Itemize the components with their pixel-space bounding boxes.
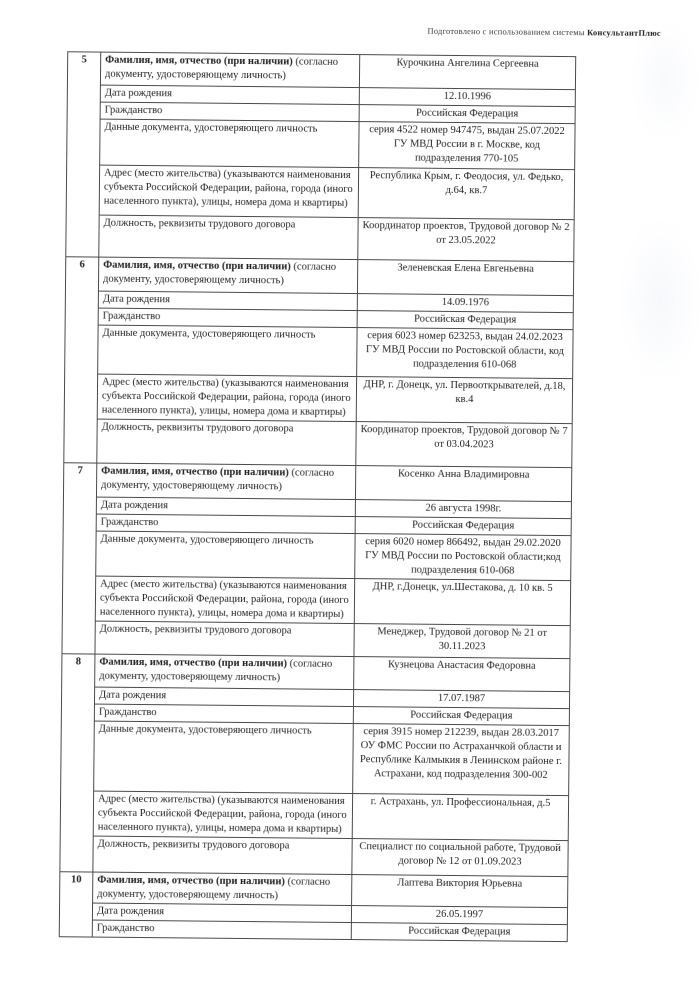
- field-label-citizenship: Гражданство: [98, 308, 357, 327]
- table-row: [59, 920, 567, 942]
- watermark-text: Подготовлено с использованием системы: [427, 25, 588, 38]
- table-row: [66, 215, 574, 262]
- field-label-fio-bold: Фамилия, имя, отчество (при наличии): [97, 874, 286, 888]
- table-row: [67, 52, 575, 90]
- field-label-address: Адрес (место жительства) (указываются наименования субъекта Российской Федерации, района, города (иного населенного пункта), улицы, номера дома и квартиры): [95, 576, 354, 623]
- field-value-dob: 17.07.1987: [353, 690, 569, 709]
- field-value-address: г. Астрахань, ул. Профессиональная, д.5: [352, 794, 568, 841]
- field-label-citizenship: Гражданство: [100, 102, 359, 121]
- field-label-doc: Данные документа, удостоверяющего личность: [98, 325, 357, 376]
- field-value-name: Лаптева Виктория Юрьевна: [352, 875, 568, 908]
- field-label-fio: [96, 463, 355, 499]
- field-label-position: Должность, реквизиты трудового договора: [97, 419, 356, 465]
- field-label-address: Адрес (место жительства) (указываются наименования субъекта Российской Федерации, района, города (иного населенного пункта), улицы, номера дома и квартиры): [97, 374, 356, 421]
- field-value-name: Курочкина Ангелина Сергеевна: [359, 55, 575, 90]
- table-row: [64, 374, 572, 424]
- table-row: [61, 721, 570, 796]
- field-label-fio-rest: (согласно документу, удостоверяющему личность): [99, 658, 333, 684]
- field-value-citizenship: Российская Федерация: [357, 311, 573, 330]
- table-row: [60, 836, 568, 877]
- watermark: [427, 26, 660, 38]
- field-value-address: Республика Крым, г. Феодосия, ул. Федько, д.64, кв.7: [358, 168, 574, 220]
- field-value-name: Зеленевская Елена Евгеньевна: [357, 260, 573, 296]
- field-label-doc: Данные документа, удостоверяющего личность: [94, 721, 354, 793]
- watermark-brand: КонсультантПлюс: [587, 27, 661, 38]
- field-label-citizenship: Гражданство: [92, 920, 351, 939]
- table-row: [66, 165, 574, 220]
- field-label-fio-bold: Фамилия, имя, отчество (при наличии): [105, 54, 293, 68]
- field-value-doc: серия 4522 номер 947475, выдан 25.07.2022 ГУ МВД России в г. Москве, код подразделения 770-105: [359, 122, 575, 170]
- table-row: [64, 419, 572, 468]
- field-label-fio-bold: Фамилия, имя, отчество (при наличии): [99, 656, 288, 670]
- field-label-dob: Дата рождения: [94, 687, 353, 706]
- field-value-doc: серия 6020 номер 866492, выдан 29.02.2020 ГУ МВД России по Ростовской области;код подразделения 610-068: [355, 534, 571, 581]
- field-label-position: Должность, реквизиты трудового договора: [95, 621, 354, 656]
- field-value-position: Координатор проектов, Трудовой договор № 7 от 03.04.2023: [356, 422, 572, 468]
- field-value-position: Специалист по социальной работе, Трудовой договор № 12 от 01.09.2023: [352, 839, 568, 877]
- field-label-fio-rest: (согласно документу, удостоверяющему личность): [97, 876, 331, 902]
- field-value-citizenship: Российская Федерация: [351, 923, 567, 942]
- field-label-fio: [98, 257, 357, 293]
- table-row: [65, 257, 573, 296]
- field-value-dob: 26 августа 1998г.: [355, 500, 571, 519]
- field-value-name: Косенко Анна Владимировна: [355, 466, 571, 502]
- field-label-doc: Данные документа, удостоверяющего личность: [96, 531, 355, 578]
- table-row: [62, 576, 570, 626]
- field-value-dob: 12.10.1996: [359, 88, 575, 107]
- field-label-dob: Дата рождения: [96, 497, 355, 516]
- field-value-doc: серия 3915 номер 212239, выдан 28.03.2017 ОУ ФМС России по Астраханчкой области и Республике Калмыкия в Ленинском районе г. Астрахани, код подразделения 300-002: [353, 724, 570, 796]
- field-label-fio: [95, 654, 354, 689]
- field-label-fio: [93, 872, 352, 905]
- field-label-address: Адрес (место жительства) (указываются наименования субъекта Российской Федерации, района, города (иного населенного пункта), улицы, номера дома и квартиры): [93, 791, 352, 838]
- field-label-citizenship: Гражданство: [96, 514, 355, 533]
- field-label-position: Должность, реквизиты трудового договора: [99, 215, 358, 259]
- table-row: [63, 531, 571, 581]
- field-value-name: Кузнецова Анастасия Федоровна: [354, 657, 570, 692]
- table-row: [63, 463, 571, 502]
- field-label-fio-bold: Фамилия, имя, отчество (при наличии): [101, 465, 289, 479]
- field-value-doc: серия 6023 номер 623253, выдан 24.02.2023 ГУ МВД России по Ростовской области, код подразделения 610-068: [357, 328, 573, 379]
- field-label-position: Должность, реквизиты трудового договора: [93, 836, 352, 874]
- field-value-position: Координатор проектов, Трудовой договор № 2 от 23.05.2022: [358, 218, 574, 262]
- row-number: 5: [66, 52, 101, 257]
- row-number: 8: [60, 654, 95, 872]
- table-row: [65, 325, 573, 379]
- field-label-dob: Дата рождения: [100, 85, 359, 104]
- field-label-dob: Дата рождения: [92, 903, 351, 922]
- field-label-doc: Данные документа, удостоверяющего личность: [100, 119, 359, 167]
- field-value-citizenship: Российская Федерация: [359, 105, 575, 124]
- field-label-dob: Дата рождения: [98, 291, 357, 310]
- field-value-position: Менеджер, Трудовой договор № 21 от 30.11.2023: [354, 624, 570, 659]
- row-number: 10: [59, 872, 93, 937]
- table-row: [60, 872, 568, 908]
- table-row: [60, 791, 568, 841]
- table-row: [62, 654, 570, 692]
- field-value-address: ДНР, г. Донецк, ул. Первооткрывателей, д.18, кв.4: [356, 377, 572, 424]
- field-label-fio-bold: Фамилия, имя, отчество (при наличии): [103, 259, 291, 273]
- table-row: [67, 119, 575, 170]
- field-label-fio-rest: (согласно документу, удостоверяющему личность): [101, 467, 335, 493]
- field-label-fio-rest: (согласно документу, удостоверяющему личность): [104, 56, 339, 82]
- field-label-fio-rest: (согласно документу, удостоверяющему личность): [103, 261, 337, 287]
- row-number: 7: [62, 463, 97, 654]
- field-value-dob: 14.09.1976: [357, 294, 573, 313]
- row-number: 6: [64, 257, 99, 463]
- field-label-address: Адрес (место жительства) (указываются наименования субъекта Российской Федерации, района, города (иного населенного пункта), улицы, номера дома и квартиры): [99, 165, 358, 217]
- field-value-dob: 26.05.1997: [351, 906, 567, 925]
- document-table: [59, 51, 576, 942]
- field-label-citizenship: Гражданство: [94, 704, 353, 723]
- table-row: [62, 621, 570, 659]
- field-value-citizenship: Российская Федерация: [353, 707, 569, 726]
- field-value-citizenship: Российская Федерация: [355, 517, 571, 536]
- field-label-fio: [100, 52, 359, 87]
- field-value-address: ДНР, г.Донецк, ул.Шестакова, д. 10 кв. 5: [354, 579, 570, 626]
